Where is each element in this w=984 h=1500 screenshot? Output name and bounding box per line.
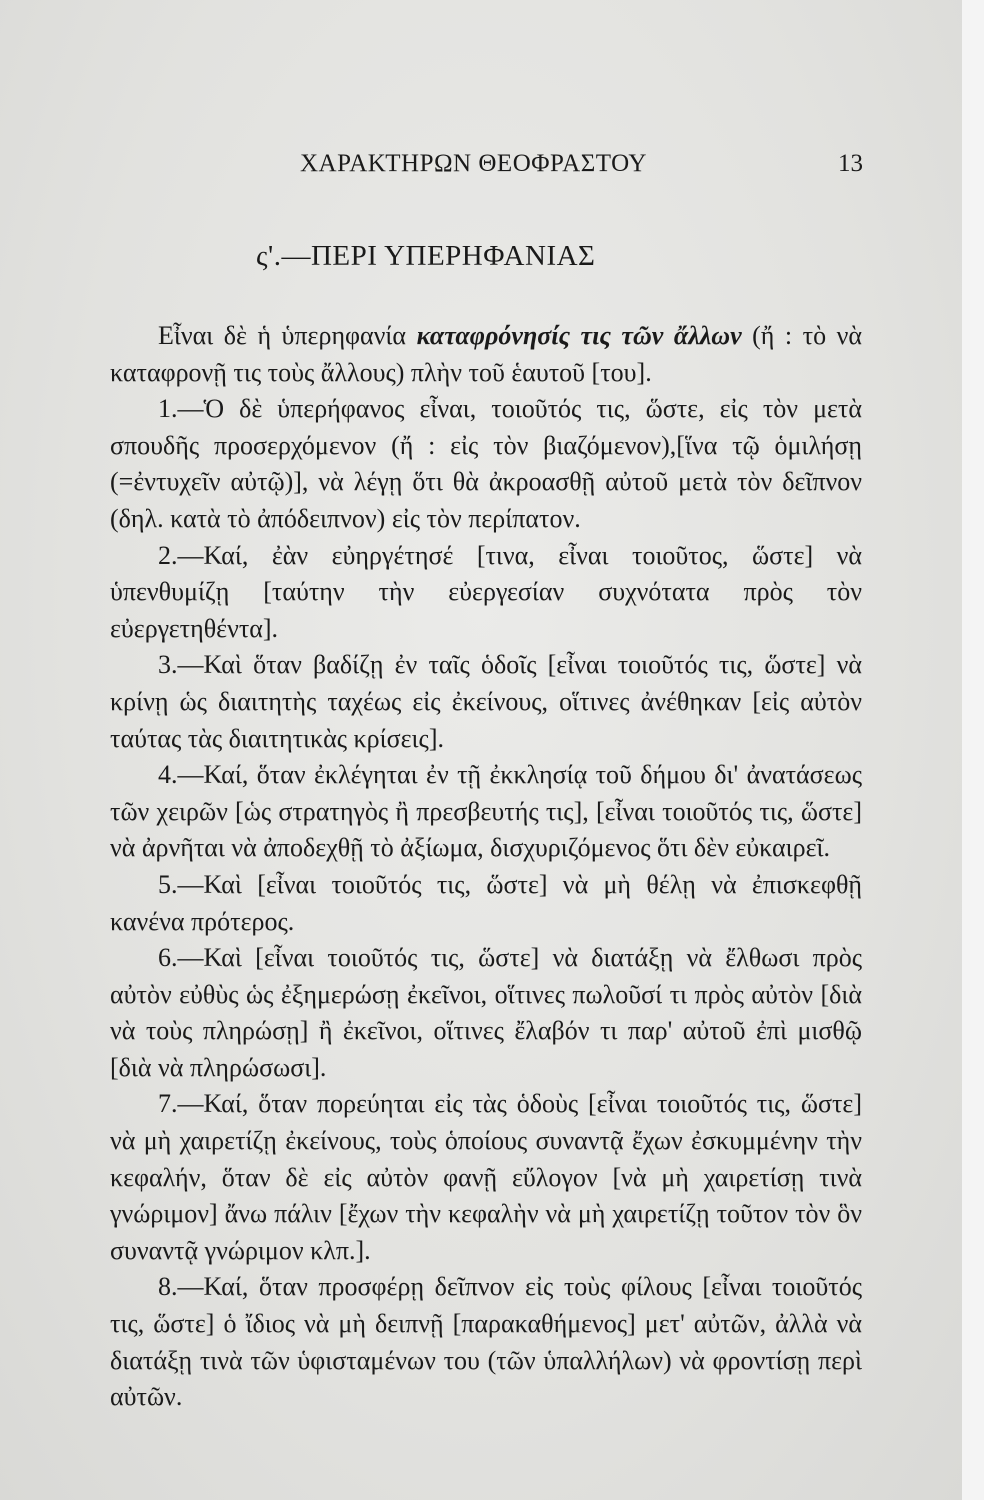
running-head: ΧΑΡΑΚΤΗΡΩΝ ΘΕΟΦΡΑΣΤΟΥ [300,150,647,177]
chapter-title: ς'.—ΠΕΡΙ ΥΠΕΡΗΦΑΝΙΑΣ [256,240,596,272]
intro-text-end: (ἤ : τὸ νὰ καταφρονῇ τις τοὺς ἄλλους) πλὴν τοῦ ἑαυτοῦ [του]. [110,321,862,387]
intro-emphasis: καταφρόνησίς τις τῶν ἄλλων [416,321,742,350]
paragraph-2: 2.—Καί, ἐὰν εὐηργέτησέ [τινα, εἶναι τοιοῦτος, ὥστε] νὰ ὑπενθυμίζῃ [ταύτην τὴν εὐεργεσίαν συχνότατα πρὸς τὸν εὐεργετηθέντα]. [110,540,862,643]
page-number: 13 [838,150,863,177]
page-edge [962,0,984,1500]
paragraph-7: 7.—Καί, ὅταν πορεύηται εἰς τὰς ὁδοὺς [εἶναι τοιοῦτός τις, ὥστε] νὰ μὴ χαιρετίζῃ ἐκείνους, τοὺς ὁποίους συναντᾷ ἔχων ἐσκυμμένην τὴν κεφαλήν, ὅταν δὲ εἰς αὐτὸν φανῇ εὔλογον [νὰ μὴ χαιρετίσῃ τινὰ γνώριμον] ἄνω πάλιν [ἔχων τὴν κεφαλὴν νὰ μὴ χαιρετίζῃ τοῦτον τὸν ὃν συναντᾷ γνώριμον κλπ.]. [110,1089,862,1265]
paragraph-4: 4.—Καί, ὅταν ἐκλέγηται ἐν τῇ ἐκκλησίᾳ τοῦ δήμου δι' ἀνατάσεως τῶν χειρῶν [ὡς στρατηγὸς ἢ πρεσβευτής τις], [εἶναι τοιοῦτός τις, ὥστε] νὰ ἀρνῆται νὰ ἀποδεχθῇ τὸ ἀξίωμα, δισχυριζόμενος ὅτι δὲν εὐκαιρεῖ. [110,760,862,863]
intro-text: Εἶναι δὲ ἡ ὑπερηφανία [158,321,417,350]
paragraph-3: 3.—Καὶ ὅταν βαδίζῃ ἐν ταῖς ὁδοῖς [εἶναι τοιοῦτός τις, ὥστε] νὰ κρίνῃ ὡς διαιτητὴς ταχέως εἰς ἐκείνους, οἵτινες ἀνέθηκαν [εἰς αὐτὸν ταύτας τὰς διαιτητικὰς κρίσεις]. [110,650,862,753]
intro-paragraph [110,318,862,391]
body-text [110,318,862,1416]
paragraph-6: 6.—Καὶ [εἶναι τοιοῦτός τις, ὥστε] νὰ διατάξῃ νὰ ἔλθωσι πρὸς αὐτὸν εὐθὺς ὡς ἐξημερώσῃ ἐκεῖνοι, οἵτινες πωλοῦσί τι πρὸς αὐτὸν [διὰ νὰ τοὺς πληρώσῃ] ἢ ἐκεῖνοι, οἵτινες ἔλαβόν τι παρ' αὐτοῦ ἐπὶ μισθῷ [διὰ νὰ πληρώσωσι]. [110,943,862,1082]
paragraph-8: 8.—Καί, ὅταν προσφέρῃ δεῖπνον εἰς τοὺς φίλους [εἶναι τοιοῦτός τις, ὥστε] ὁ ἴδιος νὰ μὴ δειπνῇ [παρακαθήμενος] μετ' αὐτῶν, ἀλλὰ νὰ διατάξῃ τινὰ τῶν ὑφισταμένων του (τῶν ὑπαλλήλων) νὰ φροντίσῃ περὶ αὐτῶν. [110,1272,862,1412]
paragraph-1: 1.—Ὁ δὲ ὑπερήφανος εἶναι, τοιοῦτός τις, ὥστε, εἰς τὸν μετὰ σπουδῆς προσερχόμενον (ἤ : εἰς τὸν βιαζόμενον),[ἵνα τῷ ὁμιλήσῃ (=ἐντυχεῖν αὐτῷ)], νὰ λέγῃ ὅτι θὰ ἀκροασθῇ αὐτοῦ μετὰ τὸν δεῖπνον (δηλ. κατὰ τὸ ἀπόδειπνον) εἰς τὸν περίπατον. [110,394,862,533]
paragraph-5: 5.—Καὶ [εἶναι τοιοῦτός τις, ὥστε] νὰ μὴ θέλῃ νὰ ἐπισκεφθῇ κανένα πρότερος. [110,869,862,936]
